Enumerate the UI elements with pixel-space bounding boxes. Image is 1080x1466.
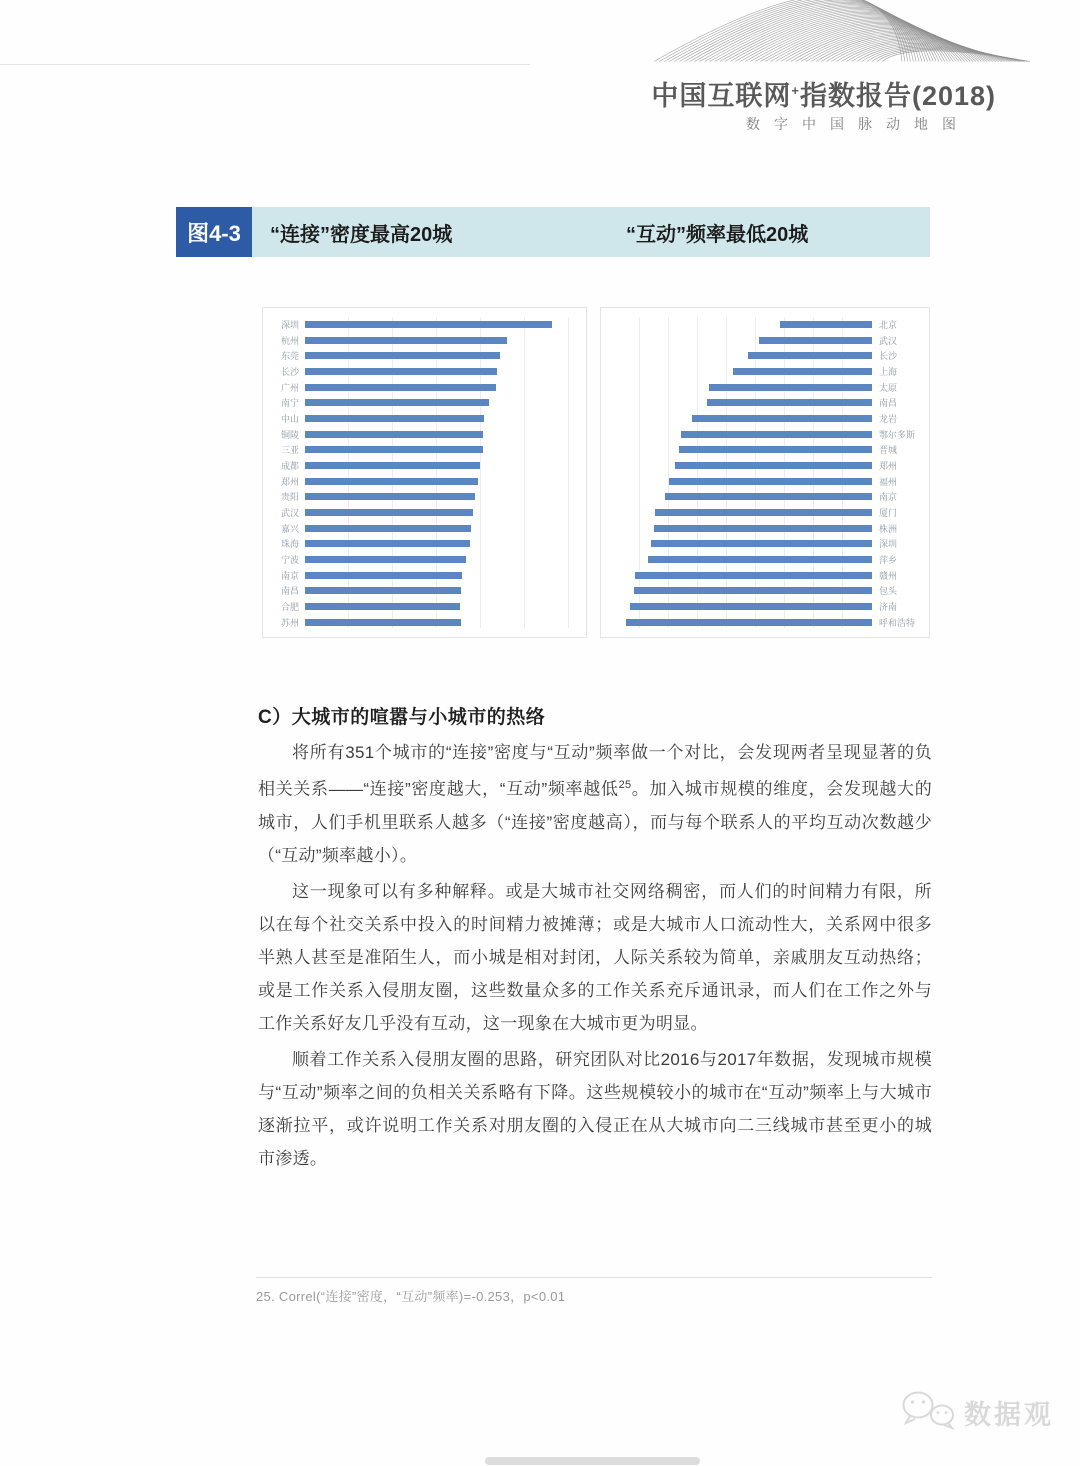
- chart-row: [269, 489, 582, 504]
- chart-row: [269, 552, 582, 567]
- page-bottom-bar: [485, 1457, 700, 1465]
- chart-category-label: 珠海: [280, 539, 299, 550]
- chart-bar-track: [305, 462, 582, 469]
- chart-bar: [692, 415, 872, 422]
- chart-category-label: 包头: [879, 586, 898, 597]
- chart-row: [607, 568, 925, 583]
- chart-row: [607, 411, 925, 426]
- chart-row: [269, 380, 582, 395]
- chart-category-label: 晋城: [879, 445, 898, 456]
- chart-category-label: 郑州: [879, 461, 898, 472]
- chart-category-label: 郑州: [280, 476, 299, 487]
- chart-bar: [669, 478, 872, 485]
- chart-bar: [675, 462, 872, 469]
- chart-category-label: 东莞: [280, 351, 299, 362]
- chart-row: [607, 348, 925, 363]
- chart-row: [269, 458, 582, 473]
- chart-bar: [305, 509, 473, 516]
- chart-category-label: 合肥: [280, 602, 299, 613]
- chart-connection-density: [262, 307, 587, 638]
- chart-bar: [630, 603, 872, 610]
- chart-bar-track: [607, 352, 872, 359]
- chart-bar-track: [305, 399, 582, 406]
- watermark: [900, 1390, 1054, 1435]
- chart-bar-track: [305, 321, 582, 328]
- chart-category-label: 杭州: [280, 335, 299, 346]
- chart-bar: [305, 384, 496, 391]
- chart-bar-track: [607, 321, 872, 328]
- chart-category-label: 株洲: [879, 523, 898, 534]
- chart-bar: [305, 431, 483, 438]
- chart-category-label: 呼和浩特: [879, 617, 916, 628]
- chart-category-label: 铜陵: [280, 429, 299, 440]
- chart-category-label: 中山: [280, 414, 299, 425]
- chart-row: [269, 348, 582, 363]
- chart-bar: [305, 337, 507, 344]
- report-title-sup: +: [791, 83, 800, 98]
- chart-row: [607, 489, 925, 504]
- paragraph-3: 顺着工作关系入侵朋友圈的思路，研究团队对比2016与2017年数据，发现城市规模与“互动”频率之间的负相关关系略有下降。这些规模较小的城市在“互动”频率上与大城市逐渐拉平，或许说明工作关系对朋友圈的入侵正在从大城市向二三线城市甚至更小的城市渗透。: [258, 1049, 932, 1168]
- chart-bar-track: [305, 540, 582, 547]
- chart-bar-track: [607, 493, 872, 500]
- chart-bar-track: [607, 368, 872, 375]
- chart-row: [269, 333, 582, 348]
- chart-bar: [305, 399, 489, 406]
- chart-bar: [634, 587, 872, 594]
- report-title-rest: 指数报告(2018): [799, 81, 996, 111]
- chart-category-label: 长沙: [280, 367, 299, 378]
- chart-bar-track: [305, 337, 582, 344]
- chart-bar-track: [305, 478, 582, 485]
- chart-bar-track: [607, 509, 872, 516]
- chart-bar-track: [607, 478, 872, 485]
- chart-row: [607, 364, 925, 379]
- chart-bar-track: [305, 431, 582, 438]
- chart-row: [269, 474, 582, 489]
- chart-bar: [707, 399, 872, 406]
- chart-bar: [759, 337, 872, 344]
- chart-bar: [651, 540, 872, 547]
- watermark-label: 数据观: [964, 1400, 1054, 1430]
- chart-row: [607, 552, 925, 567]
- chart-bar: [305, 368, 497, 375]
- chart-bar-track: [607, 587, 872, 594]
- chart-bar-track: [305, 415, 582, 422]
- chart-row: [607, 395, 925, 410]
- chart-bar: [681, 431, 872, 438]
- chart-bar: [305, 415, 484, 422]
- chart-category-label: 南京: [879, 492, 898, 503]
- chart-bar: [655, 509, 872, 516]
- chart-category-label: 深圳: [280, 320, 299, 330]
- chart-category-label: 成都: [280, 461, 299, 472]
- chart-bar: [733, 368, 872, 375]
- figure-tag: 图4-3: [176, 207, 252, 257]
- chart-category-label: 萍乡: [879, 555, 898, 566]
- chart-bar: [679, 446, 872, 453]
- chart-bar: [305, 540, 470, 547]
- chart-bar-track: [305, 587, 582, 594]
- chart-bar: [305, 525, 471, 532]
- chart-bar: [305, 462, 480, 469]
- footnote-ref-25: 25: [618, 779, 632, 791]
- header-divider: [0, 64, 530, 65]
- chart-row: [269, 411, 582, 426]
- chart-bar: [648, 556, 872, 563]
- section-heading: C）大城市的喧嚣与小城市的热络: [258, 707, 546, 728]
- chart-bar-track: [607, 572, 872, 579]
- chart-row: [269, 395, 582, 410]
- chart-row: [269, 521, 582, 536]
- chart-category-label: 南京: [280, 570, 299, 581]
- chart-bar-track: [607, 431, 872, 438]
- chart-bar-track: [305, 368, 582, 375]
- chart-row: [607, 521, 925, 536]
- chart-row: [269, 568, 582, 583]
- chart-row: [269, 427, 582, 442]
- report-subtitle: 数字中国脉动地图: [746, 116, 970, 132]
- chart-category-label: 广州: [280, 382, 299, 393]
- chart-bar: [635, 572, 872, 579]
- chart-category-label: 厦门: [879, 508, 898, 519]
- chart-category-label: 武汉: [879, 335, 898, 346]
- chart-bar: [780, 321, 872, 328]
- chart-category-label: 嘉兴: [280, 523, 299, 534]
- paragraph-1-text-cont: 。加入城市规模的维度，会发现越大的城市，人们手机里联系人越多（“连接”密度越高），而与每个联系人的平均互动次数越少（“互动”频率越小）。: [258, 779, 932, 865]
- chart-bar: [305, 572, 462, 579]
- chart-bar: [305, 478, 478, 485]
- chart-bar: [305, 619, 461, 626]
- chart-category-label: 赣州: [879, 570, 898, 581]
- body-text: [258, 702, 932, 1175]
- chart-category-label: 上海: [879, 367, 898, 378]
- chart-bar: [305, 446, 483, 453]
- chart-row: [269, 615, 582, 630]
- chart-bar-track: [607, 462, 872, 469]
- chart-bar-track: [305, 446, 582, 453]
- chart-row: [607, 474, 925, 489]
- chart-row: [607, 583, 925, 598]
- chart-bar-track: [607, 446, 872, 453]
- figure-title-right: “互动”频率最低20城: [626, 223, 809, 246]
- chart-bar-track: [305, 572, 582, 579]
- figure-title-bar: [176, 207, 930, 257]
- chart-bar-track: [305, 493, 582, 500]
- chart-bar-track: [305, 619, 582, 626]
- chart-bar: [305, 587, 461, 594]
- chart-bar-track: [305, 603, 582, 610]
- chart-row: [269, 364, 582, 379]
- chart-category-label: 南昌: [879, 398, 898, 409]
- chart-bar-track: [607, 415, 872, 422]
- chart-bar: [709, 384, 872, 391]
- chart-row: [269, 536, 582, 551]
- chart-bar-track: [305, 525, 582, 532]
- chart-row: [607, 599, 925, 614]
- chart-bar: [665, 493, 872, 500]
- chart-category-label: 鄂尔多斯: [879, 429, 916, 440]
- paragraph-1: [258, 736, 932, 872]
- swoosh-decoration: [652, 0, 1032, 62]
- chart-row: [269, 583, 582, 598]
- chart-category-label: 长沙: [879, 351, 898, 362]
- chart-bar: [626, 619, 872, 626]
- chart-category-label: 太原: [879, 382, 898, 393]
- chart-row: [607, 442, 925, 457]
- chart-bar: [305, 556, 466, 563]
- footnote: 25. Correl(“连接”密度，“互动”频率)=-0.253，p<0.01: [256, 1277, 932, 1305]
- chart-row: [269, 317, 582, 332]
- chart-row: [269, 599, 582, 614]
- chart-row: [607, 317, 925, 332]
- chart-interaction-frequency: [600, 307, 930, 638]
- chart-bar-track: [607, 556, 872, 563]
- chart-bar: [305, 321, 552, 328]
- chart-category-label: 深圳: [879, 539, 898, 550]
- chart-category-label: 北京: [879, 320, 898, 330]
- chart-category-label: 贵阳: [280, 492, 299, 503]
- chart-row: [607, 427, 925, 442]
- report-title-main: 中国互联网: [651, 81, 792, 111]
- chart-bar: [654, 525, 872, 532]
- figure-title-left: “连接”密度最高20城: [270, 223, 453, 246]
- chart-bar-track: [607, 399, 872, 406]
- paragraph-1-text: 将所有351个城市的“连接”密度与“互动”频率做一个对比，会发现两者呈现显著的负相关关系——“连接”密度越大，“互动”频率越低: [258, 743, 932, 799]
- chart-category-label: 济南: [879, 602, 898, 613]
- report-title: [651, 74, 996, 113]
- chart-bar: [305, 603, 460, 610]
- chart-bar-track: [607, 540, 872, 547]
- chart-bar-track: [607, 337, 872, 344]
- chart-row: [607, 615, 925, 630]
- chart-bar: [305, 352, 500, 359]
- chart-category-label: 龙岩: [879, 414, 898, 425]
- chart-row: [607, 505, 925, 520]
- chart-category-label: 福州: [879, 476, 898, 487]
- chart-bar-track: [607, 384, 872, 391]
- chart-bar-track: [607, 525, 872, 532]
- chart-row: [269, 442, 582, 457]
- paragraph-2: 这一现象可以有多种解释。或是大城市社交网络稠密，而人们的时间精力有限，所以在每个社交关系中投入的时间精力被摊薄；或是大城市人口流动性大，关系网中很多半熟人甚至是准陌生人，而小城是相对封闭，人际关系较为简单，亲戚朋友互动热络；或是工作关系入侵朋友圈，这些数量众多的工作关系充斥通讯录，而人们在工作之外与工作关系好友几乎没有互动，这一现象在大城市更为明显。: [258, 881, 932, 1033]
- chart-category-label: 苏州: [280, 617, 299, 628]
- chart-bar-track: [305, 556, 582, 563]
- chart-category-label: 南宁: [280, 398, 299, 409]
- chart-bar-track: [607, 603, 872, 610]
- chart-category-label: 宁波: [280, 555, 299, 566]
- chart-bar-track: [607, 619, 872, 626]
- chart-row: [607, 458, 925, 473]
- chart-category-label: 武汉: [280, 508, 299, 519]
- chart-row: [607, 536, 925, 551]
- chart-bar-track: [305, 509, 582, 516]
- chart-bar: [748, 352, 872, 359]
- chart-bar-track: [305, 384, 582, 391]
- chart-category-label: 南昌: [280, 586, 299, 597]
- wechat-icon: [900, 1390, 958, 1435]
- chart-bar-track: [305, 352, 582, 359]
- chart-bar: [305, 493, 475, 500]
- chart-category-label: 三亚: [280, 445, 299, 456]
- chart-row: [269, 505, 582, 520]
- chart-row: [607, 380, 925, 395]
- chart-row: [607, 333, 925, 348]
